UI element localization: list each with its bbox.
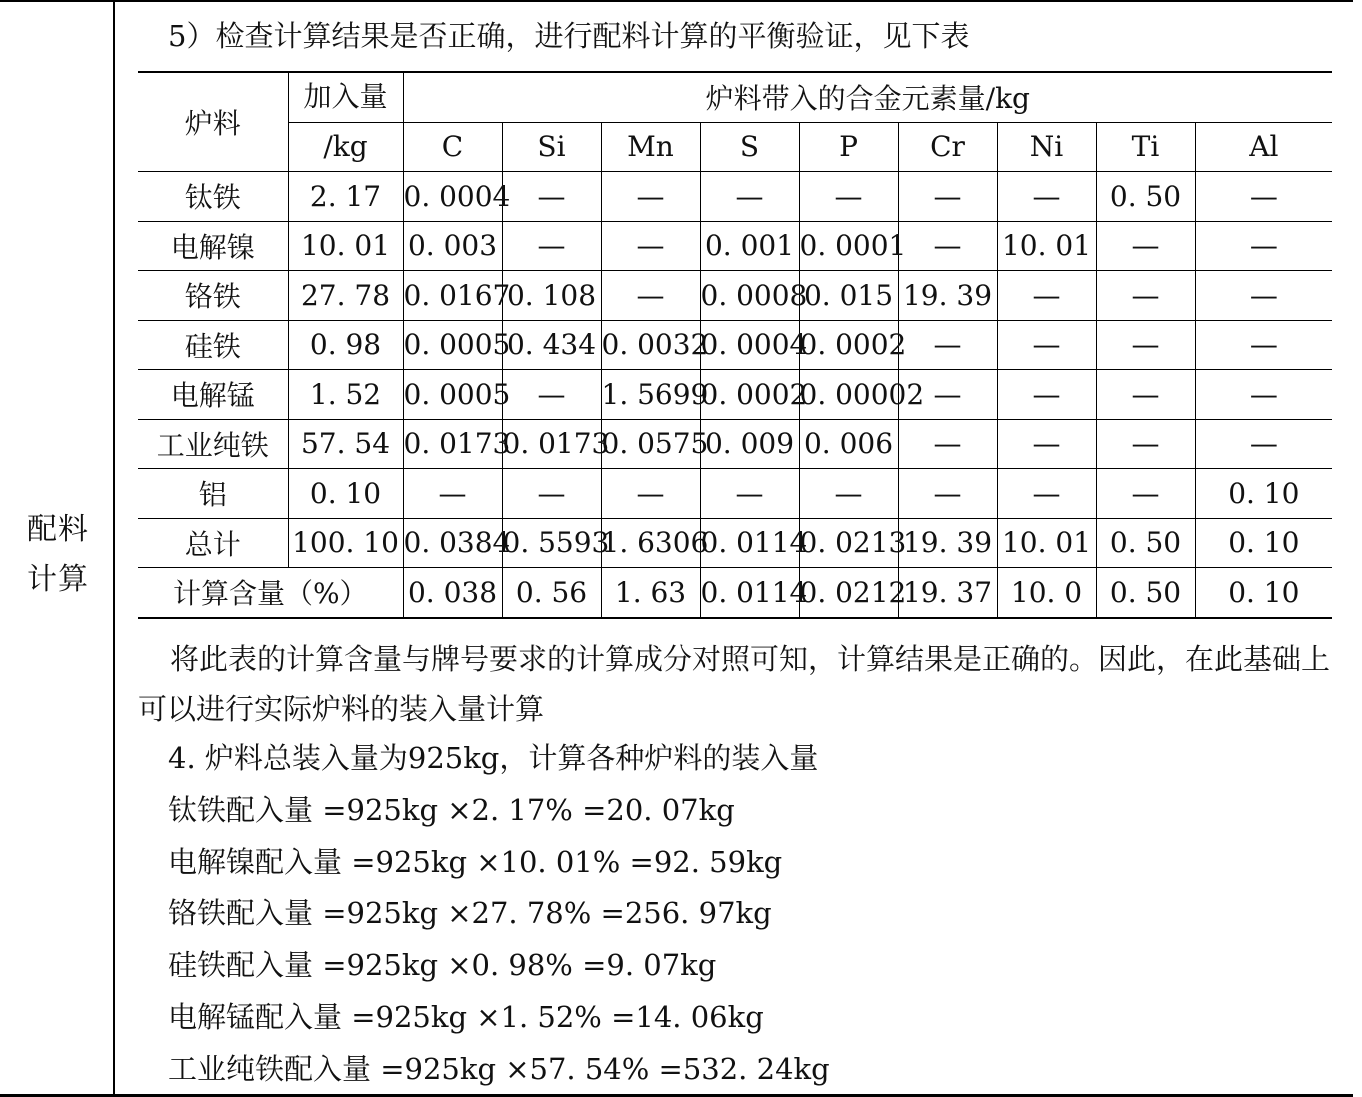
header-element: Mn xyxy=(601,122,700,172)
material-name-cell: 钛铁 xyxy=(138,172,288,222)
element-value-cell: 0. 0384 xyxy=(403,518,502,568)
element-value-cell: 0. 0114 xyxy=(700,518,799,568)
element-value-cell: — xyxy=(403,469,502,519)
element-value-cell: 0. 108 xyxy=(502,271,601,321)
table-row xyxy=(138,469,1332,519)
element-value-cell: — xyxy=(1096,419,1195,469)
material-name-cell: 工业纯铁 xyxy=(138,419,288,469)
element-value-cell: 0. 003 xyxy=(403,221,502,271)
element-value-cell: 0. 009 xyxy=(700,419,799,469)
element-value-cell: 0. 0173 xyxy=(403,419,502,469)
element-value-cell: — xyxy=(1195,320,1332,370)
element-value-cell: 0. 0213 xyxy=(799,518,898,568)
element-value-cell: 0. 50 xyxy=(1096,172,1195,222)
element-value-cell: 0. 0001 xyxy=(799,221,898,271)
element-value-cell: — xyxy=(1195,221,1332,271)
element-value-cell: 0. 434 xyxy=(502,320,601,370)
header-element: C xyxy=(403,122,502,172)
balance-table xyxy=(138,71,1332,619)
charge-calculation xyxy=(168,733,1362,1096)
amount-cell: 0. 98 xyxy=(288,320,403,370)
amount-cell: 2. 17 xyxy=(288,172,403,222)
element-value-cell: — xyxy=(1195,419,1332,469)
element-value-cell: — xyxy=(1195,370,1332,420)
table-row xyxy=(138,518,1332,568)
calc-value-cell: 0. 0114 xyxy=(700,568,799,618)
table-header-row-2 xyxy=(138,122,1332,172)
header-element: P xyxy=(799,122,898,172)
calc-value-cell: 10. 0 xyxy=(997,568,1096,618)
element-value-cell: — xyxy=(1195,172,1332,222)
element-value-cell: 10. 01 xyxy=(997,221,1096,271)
calc-value-cell: 1. 63 xyxy=(601,568,700,618)
section-label-line1: 配料 xyxy=(27,512,89,547)
header-element: Si xyxy=(502,122,601,172)
element-value-cell: — xyxy=(1096,320,1195,370)
element-value-cell: 0. 0032 xyxy=(601,320,700,370)
element-value-cell: — xyxy=(700,172,799,222)
amount-cell: 27. 78 xyxy=(288,271,403,321)
element-value-cell: — xyxy=(1096,370,1195,420)
element-value-cell: — xyxy=(898,172,997,222)
formula-line: 硅铁配入量 =925kg ×0. 98% =9. 07kg xyxy=(168,948,717,983)
element-value-cell: — xyxy=(997,419,1096,469)
element-value-cell: — xyxy=(997,469,1096,519)
element-value-cell: — xyxy=(997,271,1096,321)
element-value-cell: 0. 10 xyxy=(1195,518,1332,568)
element-value-cell: — xyxy=(1096,221,1195,271)
element-value-cell: 0. 00002 xyxy=(799,370,898,420)
calc-value-cell: 0. 56 xyxy=(502,568,601,618)
element-value-cell: — xyxy=(502,172,601,222)
material-name-cell: 电解锰 xyxy=(138,370,288,420)
table-row xyxy=(138,172,1332,222)
element-value-cell: — xyxy=(997,320,1096,370)
header-element: Al xyxy=(1195,122,1332,172)
calc-value-cell: 0. 038 xyxy=(403,568,502,618)
table-row xyxy=(138,419,1332,469)
table-row xyxy=(138,221,1332,271)
element-value-cell: — xyxy=(700,469,799,519)
element-value-cell: 0. 0002 xyxy=(799,320,898,370)
table-row xyxy=(138,370,1332,420)
element-value-cell: 1. 5699 xyxy=(601,370,700,420)
element-value-cell: — xyxy=(502,221,601,271)
element-value-cell: — xyxy=(502,469,601,519)
section-label-column xyxy=(0,2,115,1094)
element-value-cell: — xyxy=(799,172,898,222)
element-value-cell: 0. 006 xyxy=(799,419,898,469)
calc-value-cell: 0. 0212 xyxy=(799,568,898,618)
header-element: Cr xyxy=(898,122,997,172)
table-row-calculated-content xyxy=(138,568,1332,618)
section-label-line2: 计算 xyxy=(27,562,89,597)
element-value-cell: — xyxy=(1195,271,1332,321)
header-amount-line1: 加入量 xyxy=(288,72,403,122)
element-value-cell: 0. 5593 xyxy=(502,518,601,568)
material-name-cell: 铝 xyxy=(138,469,288,519)
element-value-cell: 0. 0167 xyxy=(403,271,502,321)
element-value-cell: — xyxy=(601,221,700,271)
material-name-cell: 电解镍 xyxy=(138,221,288,271)
element-value-cell: — xyxy=(601,172,700,222)
element-value-cell: — xyxy=(799,469,898,519)
amount-cell: 10. 01 xyxy=(288,221,403,271)
calc-value-cell: 19. 37 xyxy=(898,568,997,618)
header-element: Ti xyxy=(1096,122,1195,172)
element-value-cell: — xyxy=(997,370,1096,420)
table-row xyxy=(138,271,1332,321)
element-value-cell: 1. 6306 xyxy=(601,518,700,568)
element-value-cell: — xyxy=(997,172,1096,222)
element-value-cell: 0. 0575 xyxy=(601,419,700,469)
element-value-cell: — xyxy=(1096,271,1195,321)
table-body xyxy=(138,172,1332,618)
element-value-cell: 19. 39 xyxy=(898,271,997,321)
step4-title: 4. 炉料总装入量为925kg，计算各种炉料的装入量 xyxy=(168,741,819,775)
element-value-cell: — xyxy=(502,370,601,420)
element-value-cell: — xyxy=(601,469,700,519)
element-value-cell: 0. 0005 xyxy=(403,320,502,370)
element-value-cell: 0. 0008 xyxy=(700,271,799,321)
header-amount-line2: /kg xyxy=(288,122,403,172)
element-value-cell: — xyxy=(601,271,700,321)
header-material: 炉料 xyxy=(138,72,288,172)
conclusion-paragraph: 将此表的计算含量与牌号要求的计算成分对照可知，计算结果是正确的。因此，在此基础上可以进行实际炉料的装入量计算 xyxy=(138,642,1331,726)
amount-cell: 100. 10 xyxy=(288,518,403,568)
formula-line: 电解镍配入量 =925kg ×10. 01% =92. 59kg xyxy=(168,844,783,879)
element-value-cell: 0. 10 xyxy=(1195,469,1332,519)
element-value-cell: — xyxy=(898,370,997,420)
section-label xyxy=(22,505,94,605)
element-value-cell: — xyxy=(898,221,997,271)
table-row xyxy=(138,320,1332,370)
calc-value-cell: 0. 10 xyxy=(1195,568,1332,618)
element-value-cell: 0. 015 xyxy=(799,271,898,321)
amount-cell: 1. 52 xyxy=(288,370,403,420)
formula-line: 钛铁配入量 =925kg ×2. 17% =20. 07kg xyxy=(168,792,735,827)
amount-cell: 0. 10 xyxy=(288,469,403,519)
table-header-row-1 xyxy=(138,72,1332,122)
header-element: Ni xyxy=(997,122,1096,172)
element-value-cell: 10. 01 xyxy=(997,518,1096,568)
element-value-cell: 0. 50 xyxy=(1096,518,1195,568)
amount-cell: 57. 54 xyxy=(288,419,403,469)
element-value-cell: 0. 0005 xyxy=(403,370,502,420)
element-value-cell: 0. 0004 xyxy=(403,172,502,222)
element-value-cell: — xyxy=(1096,469,1195,519)
material-name-cell: 硅铁 xyxy=(138,320,288,370)
header-element: S xyxy=(700,122,799,172)
element-value-cell: — xyxy=(898,469,997,519)
calc-row-label: 计算含量（%） xyxy=(138,568,403,618)
element-value-cell: 0. 0173 xyxy=(502,419,601,469)
element-value-cell: 0. 0004 xyxy=(700,320,799,370)
formula-line: 电解锰配入量 =925kg ×1. 52% =14. 06kg xyxy=(168,999,764,1034)
element-value-cell: — xyxy=(898,419,997,469)
element-value-cell: — xyxy=(898,320,997,370)
header-element-group: 炉料带入的合金元素量/kg xyxy=(403,72,1332,122)
element-value-cell: 19. 39 xyxy=(898,518,997,568)
material-name-cell: 总计 xyxy=(138,518,288,568)
formula-line: 工业纯铁配入量 =925kg ×57. 54% =532. 24kg xyxy=(168,1051,830,1086)
calc-value-cell: 0. 50 xyxy=(1096,568,1195,618)
formula-line: 铬铁配入量 =925kg ×27. 78% =256. 97kg xyxy=(168,896,772,931)
element-value-cell: 0. 001 xyxy=(700,221,799,271)
material-name-cell: 铬铁 xyxy=(138,271,288,321)
step5-title: 5）检查计算结果是否正确，进行配料计算的平衡验证，见下表 xyxy=(168,19,970,53)
element-value-cell: 0. 0002 xyxy=(700,370,799,420)
